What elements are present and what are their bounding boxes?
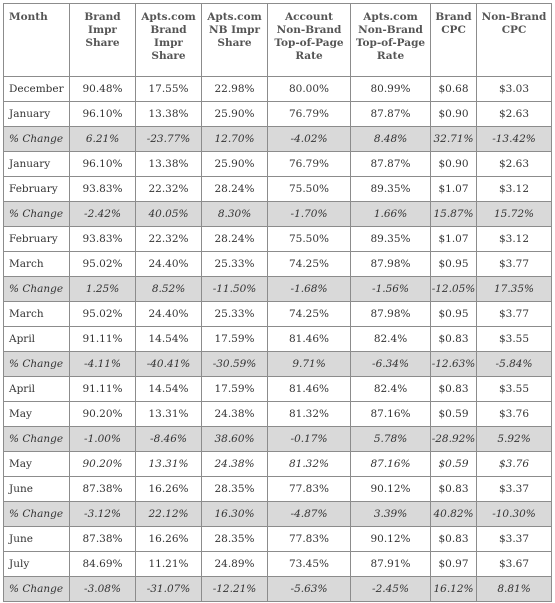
column-header-line: Month <box>9 11 48 23</box>
table-cell: $3.12 <box>477 227 552 252</box>
column-header-apts-brand-impr-share <box>136 4 202 77</box>
table-cell: 17.55% <box>136 77 202 102</box>
table-cell: 74.25% <box>268 252 351 277</box>
row-label: December <box>4 77 70 102</box>
column-header-apts-nb-impr-share <box>202 4 268 77</box>
table-cell: $0.95 <box>431 252 477 277</box>
table-cell: 22.32% <box>136 177 202 202</box>
column-header-line: Impr <box>154 37 183 49</box>
column-header-brand-impr-share <box>70 4 136 77</box>
table-cell: 17.35% <box>477 277 552 302</box>
data-table <box>3 3 552 602</box>
table-cell: 96.10% <box>70 152 136 177</box>
table-cell: 90.12% <box>351 477 431 502</box>
table-row <box>4 327 552 352</box>
table-cell: 93.83% <box>70 177 136 202</box>
row-label: January <box>4 102 70 127</box>
column-header-line: Share <box>151 50 186 62</box>
change-row <box>4 427 552 452</box>
row-label: May <box>4 402 70 427</box>
table-cell: $0.97 <box>431 552 477 577</box>
column-header-line: Share <box>217 37 252 49</box>
table-row <box>4 377 552 402</box>
table-cell: 5.92% <box>477 427 552 452</box>
table-cell: $0.95 <box>431 302 477 327</box>
table-cell: -0.17% <box>268 427 351 452</box>
table-cell: 5.78% <box>351 427 431 452</box>
table-row <box>4 227 552 252</box>
table-cell: $3.03 <box>477 77 552 102</box>
table-cell: 22.32% <box>136 227 202 252</box>
column-header-line: Impr <box>88 24 117 36</box>
change-row <box>4 502 552 527</box>
table-row <box>4 552 552 577</box>
table-cell: 17.59% <box>202 377 268 402</box>
table-cell: 89.35% <box>351 227 431 252</box>
table-cell: -2.45% <box>351 577 431 602</box>
table-cell: 13.31% <box>136 452 202 477</box>
table-row <box>4 252 552 277</box>
table-cell: $3.76 <box>477 452 552 477</box>
table-cell: -3.08% <box>70 577 136 602</box>
table-cell: $3.12 <box>477 177 552 202</box>
table-row <box>4 452 552 477</box>
table-cell: 82.4% <box>351 327 431 352</box>
table-cell: 77.83% <box>268 477 351 502</box>
table-cell: 13.31% <box>136 402 202 427</box>
column-header-line: NB Impr <box>208 24 261 36</box>
table-cell: 16.12% <box>431 577 477 602</box>
column-header-line: Non-Brand <box>358 24 423 36</box>
table-cell: 90.20% <box>70 402 136 427</box>
table-cell: 1.66% <box>351 202 431 227</box>
row-label: July <box>4 552 70 577</box>
table-cell: -40.41% <box>136 352 202 377</box>
table-cell: 91.11% <box>70 327 136 352</box>
table-cell: -23.77% <box>136 127 202 152</box>
table-cell: $1.07 <box>431 177 477 202</box>
table-cell: 87.91% <box>351 552 431 577</box>
column-header-line: Share <box>85 37 120 49</box>
column-header-month <box>4 4 70 77</box>
table-row <box>4 152 552 177</box>
table-cell: $1.07 <box>431 227 477 252</box>
table-cell: 96.10% <box>70 102 136 127</box>
table-cell: 13.38% <box>136 102 202 127</box>
table-cell: $3.55 <box>477 327 552 352</box>
table-cell: -6.34% <box>351 352 431 377</box>
table-cell: -2.42% <box>70 202 136 227</box>
table-cell: 84.69% <box>70 552 136 577</box>
row-label: % Change <box>4 202 70 227</box>
table-cell: 24.40% <box>136 302 202 327</box>
change-row <box>4 277 552 302</box>
table-cell: -31.07% <box>136 577 202 602</box>
row-label: January <box>4 152 70 177</box>
table-row <box>4 102 552 127</box>
column-header-brand-cpc <box>431 4 477 77</box>
table-cell: 87.98% <box>351 302 431 327</box>
table-cell: 14.54% <box>136 327 202 352</box>
column-header-line: CPC <box>441 24 466 36</box>
table-cell: 90.48% <box>70 77 136 102</box>
table-cell: 17.59% <box>202 327 268 352</box>
table-cell: 22.12% <box>136 502 202 527</box>
table-cell: 38.60% <box>202 427 268 452</box>
table-cell: 75.50% <box>268 227 351 252</box>
table-cell: 8.30% <box>202 202 268 227</box>
row-label: % Change <box>4 502 70 527</box>
table-cell: 24.89% <box>202 552 268 577</box>
table-cell: -12.63% <box>431 352 477 377</box>
table-cell: 87.98% <box>351 252 431 277</box>
table-cell: 87.87% <box>351 152 431 177</box>
table-cell: 8.52% <box>136 277 202 302</box>
table-cell: $0.90 <box>431 152 477 177</box>
table-cell: $0.68 <box>431 77 477 102</box>
table-cell: 90.20% <box>70 452 136 477</box>
column-header-line: Rate <box>376 50 405 62</box>
row-label: March <box>4 252 70 277</box>
table-cell: $0.59 <box>431 402 477 427</box>
table-row <box>4 302 552 327</box>
table-cell: 8.81% <box>477 577 552 602</box>
table-cell: -1.00% <box>70 427 136 452</box>
table-cell: -11.50% <box>202 277 268 302</box>
row-label: April <box>4 377 70 402</box>
table-cell: $0.83 <box>431 527 477 552</box>
table-cell: 87.87% <box>351 102 431 127</box>
row-label: % Change <box>4 577 70 602</box>
table-cell: 16.26% <box>136 477 202 502</box>
table-cell: 40.05% <box>136 202 202 227</box>
table-cell: -1.56% <box>351 277 431 302</box>
column-header-line: Apts.com <box>141 11 196 23</box>
change-row <box>4 577 552 602</box>
column-header-nonbrand-cpc <box>477 4 552 77</box>
table-cell: 15.72% <box>477 202 552 227</box>
table-cell: 28.35% <box>202 477 268 502</box>
table-cell: 24.38% <box>202 452 268 477</box>
table-cell: $0.83 <box>431 477 477 502</box>
table-cell: 15.87% <box>431 202 477 227</box>
table-cell: 76.79% <box>268 102 351 127</box>
column-header-line: CPC <box>501 24 527 36</box>
table-cell: -10.30% <box>477 502 552 527</box>
table-cell: 76.79% <box>268 152 351 177</box>
table-cell: $3.37 <box>477 527 552 552</box>
table-cell: 25.33% <box>202 302 268 327</box>
table-row <box>4 477 552 502</box>
column-header-line: Brand <box>84 11 121 23</box>
table-cell: $3.77 <box>477 252 552 277</box>
table-cell: 81.32% <box>268 452 351 477</box>
row-label: % Change <box>4 127 70 152</box>
column-header-line: Top-of-Page <box>355 37 426 49</box>
table-row <box>4 527 552 552</box>
table-cell: 28.24% <box>202 177 268 202</box>
row-label: % Change <box>4 352 70 377</box>
table-cell: -3.12% <box>70 502 136 527</box>
table-cell: 1.25% <box>70 277 136 302</box>
table-cell: 81.46% <box>268 377 351 402</box>
table-row <box>4 177 552 202</box>
table-cell: 32.71% <box>431 127 477 152</box>
table-cell: 25.90% <box>202 102 268 127</box>
table-cell: -12.05% <box>431 277 477 302</box>
table-cell: -5.63% <box>268 577 351 602</box>
table-cell: 90.12% <box>351 527 431 552</box>
table-cell: 87.16% <box>351 452 431 477</box>
header-row <box>4 4 552 77</box>
table-cell: $0.83 <box>431 377 477 402</box>
table-cell: $2.63 <box>477 152 552 177</box>
table-cell: $3.67 <box>477 552 552 577</box>
row-label: % Change <box>4 277 70 302</box>
table-cell: -1.70% <box>268 202 351 227</box>
table-cell: $0.83 <box>431 327 477 352</box>
table-row <box>4 77 552 102</box>
column-header-line: Non-Brand <box>276 24 342 36</box>
table-body <box>4 77 552 602</box>
table-cell: 75.50% <box>268 177 351 202</box>
table-cell: $0.90 <box>431 102 477 127</box>
row-label: February <box>4 227 70 252</box>
table-cell: 81.32% <box>268 402 351 427</box>
column-header-line: Top-of-Page <box>274 37 344 49</box>
table-cell: 11.21% <box>136 552 202 577</box>
table-cell: -8.46% <box>136 427 202 452</box>
column-header-account-nonbrand-top-rate <box>268 4 351 77</box>
table-cell: 93.83% <box>70 227 136 252</box>
table-cell: 25.33% <box>202 252 268 277</box>
table-row <box>4 402 552 427</box>
table-cell: $0.59 <box>431 452 477 477</box>
table-cell: 87.38% <box>70 527 136 552</box>
table-cell: 81.46% <box>268 327 351 352</box>
table-cell: 74.25% <box>268 302 351 327</box>
table-cell: -30.59% <box>202 352 268 377</box>
table-cell: 95.02% <box>70 252 136 277</box>
column-header-line: Brand <box>150 24 187 36</box>
table-cell: $3.55 <box>477 377 552 402</box>
table-cell: -1.68% <box>268 277 351 302</box>
column-header-line: Non-Brand <box>481 11 547 23</box>
table-cell: 40.82% <box>431 502 477 527</box>
column-header-line: Apts.com <box>207 11 262 23</box>
table-cell: -4.11% <box>70 352 136 377</box>
row-label: April <box>4 327 70 352</box>
row-label: February <box>4 177 70 202</box>
table-cell: 9.71% <box>268 352 351 377</box>
table-cell: -28.92% <box>431 427 477 452</box>
table-cell: 12.70% <box>202 127 268 152</box>
row-label: June <box>4 527 70 552</box>
table-cell: 3.39% <box>351 502 431 527</box>
column-header-line: Rate <box>295 50 323 62</box>
table-cell: 16.26% <box>136 527 202 552</box>
table-cell: $3.37 <box>477 477 552 502</box>
table-cell: -5.84% <box>477 352 552 377</box>
table-cell: 28.24% <box>202 227 268 252</box>
row-label: May <box>4 452 70 477</box>
table-cell: 87.38% <box>70 477 136 502</box>
table-cell: 80.00% <box>268 77 351 102</box>
table-cell: 82.4% <box>351 377 431 402</box>
table-cell: 89.35% <box>351 177 431 202</box>
column-header-line: Apts.com <box>363 11 418 23</box>
column-header-line: Brand <box>435 11 472 23</box>
table-cell: 91.11% <box>70 377 136 402</box>
table-cell: 87.16% <box>351 402 431 427</box>
table-cell: 80.99% <box>351 77 431 102</box>
table-cell: 13.38% <box>136 152 202 177</box>
table-cell: 24.38% <box>202 402 268 427</box>
change-row <box>4 352 552 377</box>
table-cell: 28.35% <box>202 527 268 552</box>
table-cell: 22.98% <box>202 77 268 102</box>
row-label: % Change <box>4 427 70 452</box>
table-cell: 8.48% <box>351 127 431 152</box>
table-cell: -4.02% <box>268 127 351 152</box>
table-cell: 16.30% <box>202 502 268 527</box>
change-row <box>4 202 552 227</box>
column-header-apts-nonbrand-top-rate <box>351 4 431 77</box>
table-cell: -12.21% <box>202 577 268 602</box>
table-cell: 95.02% <box>70 302 136 327</box>
table-cell: $3.76 <box>477 402 552 427</box>
row-label: March <box>4 302 70 327</box>
table-cell: 25.90% <box>202 152 268 177</box>
table-cell: 73.45% <box>268 552 351 577</box>
change-row <box>4 127 552 152</box>
table-cell: $2.63 <box>477 102 552 127</box>
row-label: June <box>4 477 70 502</box>
table-cell: 14.54% <box>136 377 202 402</box>
table-cell: -4.87% <box>268 502 351 527</box>
table-cell: 6.21% <box>70 127 136 152</box>
table-cell: 24.40% <box>136 252 202 277</box>
table-cell: -13.42% <box>477 127 552 152</box>
table-cell: $3.77 <box>477 302 552 327</box>
column-header-line: Account <box>284 11 334 23</box>
table-cell: 77.83% <box>268 527 351 552</box>
